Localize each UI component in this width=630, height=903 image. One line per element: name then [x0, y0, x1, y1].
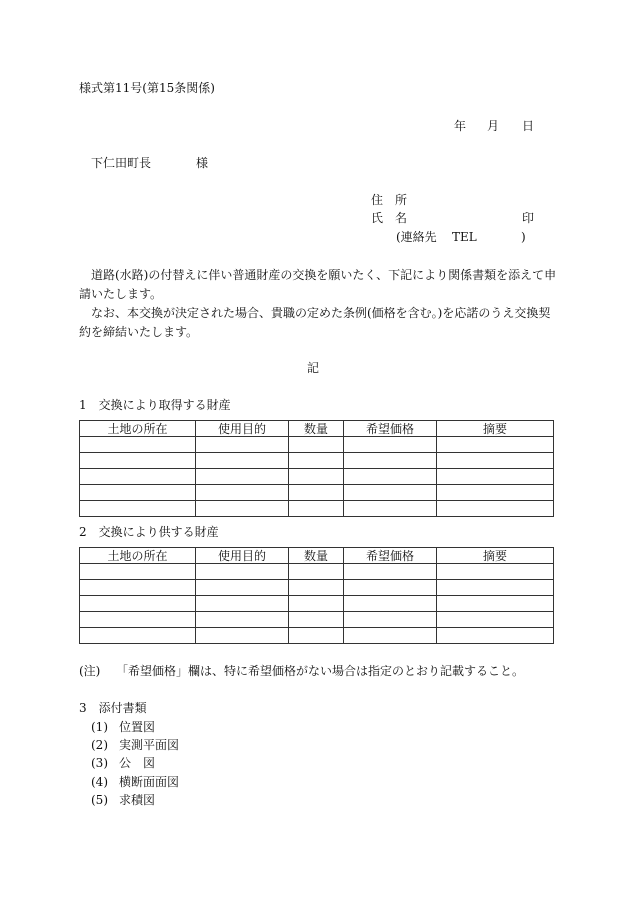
table-cell[interactable] [437, 564, 554, 580]
table-cell[interactable] [344, 612, 437, 628]
table-cell[interactable] [196, 580, 289, 596]
date-year-label: 年 [454, 119, 467, 133]
table-cell[interactable] [289, 564, 344, 580]
attachment-num: (3) [91, 756, 108, 770]
section2-title: 2 交換により供する財産 [79, 525, 219, 539]
table-cell[interactable] [196, 453, 289, 469]
table-cell[interactable] [289, 453, 344, 469]
acquired-property-table [79, 420, 554, 517]
table-cell[interactable] [80, 469, 196, 485]
table-cell[interactable] [80, 437, 196, 453]
table-cell[interactable] [80, 501, 196, 517]
name-label: 氏 名 [371, 211, 408, 225]
table-cell[interactable] [437, 580, 554, 596]
header-desired-price: 希望価格 [344, 421, 437, 437]
table-cell[interactable] [289, 485, 344, 501]
table-cell[interactable] [80, 453, 196, 469]
table-cell[interactable] [196, 564, 289, 580]
table-row [80, 485, 554, 501]
table-cell[interactable] [344, 485, 437, 501]
table-row [80, 501, 554, 517]
table-cell[interactable] [80, 485, 196, 501]
attachment-item: 横断面面図 [119, 775, 180, 789]
table-cell[interactable] [196, 485, 289, 501]
body-paragraph-2: なお、本交換が決定された場合、貴職の定めた条例(価格を含む。)を応諾のうえ交換契約を締結いたします。 [79, 306, 551, 339]
table-cell[interactable] [344, 501, 437, 517]
table-row [80, 453, 554, 469]
table-header-row [80, 548, 554, 564]
table-cell[interactable] [196, 612, 289, 628]
header-quantity: 数量 [289, 548, 344, 564]
table-cell[interactable] [437, 612, 554, 628]
section1-title: 1 交換により取得する財産 [79, 398, 231, 412]
table-cell[interactable] [289, 612, 344, 628]
table-cell[interactable] [437, 453, 554, 469]
table-cell[interactable] [80, 580, 196, 596]
table-cell[interactable] [437, 596, 554, 612]
table-cell[interactable] [196, 469, 289, 485]
table-row [80, 469, 554, 485]
header-quantity: 数量 [289, 421, 344, 437]
attachment-item: 求積図 [119, 793, 156, 807]
table-cell[interactable] [344, 628, 437, 644]
provided-property-table [79, 547, 554, 644]
table-cell[interactable] [196, 628, 289, 644]
table-cell[interactable] [289, 437, 344, 453]
table-cell[interactable] [80, 612, 196, 628]
ki-heading: 記 [307, 361, 320, 375]
table-cell[interactable] [437, 628, 554, 644]
note-text: 「希望価格」欄は、特に希望価格がない場合は指定のとおり記載すること。 [116, 664, 525, 678]
table-cell[interactable] [196, 437, 289, 453]
table-row [80, 612, 554, 628]
form-number: 様式第11号(第15条関係) [79, 81, 215, 95]
tel-label: TEL [452, 230, 477, 244]
table-cell[interactable] [196, 596, 289, 612]
attachment-num: (5) [91, 793, 108, 807]
body-paragraph-1: 道路(水路)の付替えに伴い普通財産の交換を願いたく、下記により関係書類を添えて申請いたします。 [79, 268, 557, 301]
header-location: 土地の所在 [80, 421, 196, 437]
table-row [80, 596, 554, 612]
attachment-num: (1) [91, 720, 108, 734]
table-cell[interactable] [80, 628, 196, 644]
table-cell[interactable] [344, 564, 437, 580]
table-cell[interactable] [289, 469, 344, 485]
table-cell[interactable] [344, 437, 437, 453]
seal-mark: 印 [522, 211, 535, 225]
date-month-label: 月 [487, 119, 500, 133]
table-cell[interactable] [289, 580, 344, 596]
table-cell[interactable] [344, 469, 437, 485]
addressee-honorific: 様 [196, 156, 209, 170]
table-cell[interactable] [289, 501, 344, 517]
table-cell[interactable] [344, 580, 437, 596]
table-header-row [80, 421, 554, 437]
table-cell[interactable] [196, 501, 289, 517]
contact-close: ) [521, 230, 526, 244]
table-cell[interactable] [437, 437, 554, 453]
attachment-item: 実測平面図 [119, 738, 180, 752]
table-cell[interactable] [344, 453, 437, 469]
addressee-title: 下仁田町長 [91, 156, 152, 170]
table-row [80, 564, 554, 580]
table-cell[interactable] [289, 596, 344, 612]
table-cell[interactable] [289, 628, 344, 644]
section3-title: 3 添付書類 [79, 701, 147, 715]
address-label: 住 所 [371, 193, 408, 207]
table-row [80, 580, 554, 596]
table-cell[interactable] [437, 501, 554, 517]
header-remarks: 摘要 [437, 421, 554, 437]
attachment-item: 位置図 [119, 720, 156, 734]
table-cell[interactable] [437, 485, 554, 501]
contact-open: (連絡先 [396, 230, 437, 244]
header-purpose: 使用目的 [196, 421, 289, 437]
attachment-num: (2) [91, 738, 108, 752]
table-cell[interactable] [437, 469, 554, 485]
table-row [80, 437, 554, 453]
attachment-item: 公 図 [119, 756, 156, 770]
note-label: (注) [79, 664, 101, 678]
header-purpose: 使用目的 [196, 548, 289, 564]
attachment-num: (4) [91, 775, 108, 789]
table-cell[interactable] [80, 564, 196, 580]
header-remarks: 摘要 [437, 548, 554, 564]
header-desired-price: 希望価格 [344, 548, 437, 564]
table-cell[interactable] [344, 596, 437, 612]
header-location: 土地の所在 [80, 548, 196, 564]
date-day-label: 日 [522, 119, 535, 133]
table-cell[interactable] [80, 596, 196, 612]
table-row [80, 628, 554, 644]
